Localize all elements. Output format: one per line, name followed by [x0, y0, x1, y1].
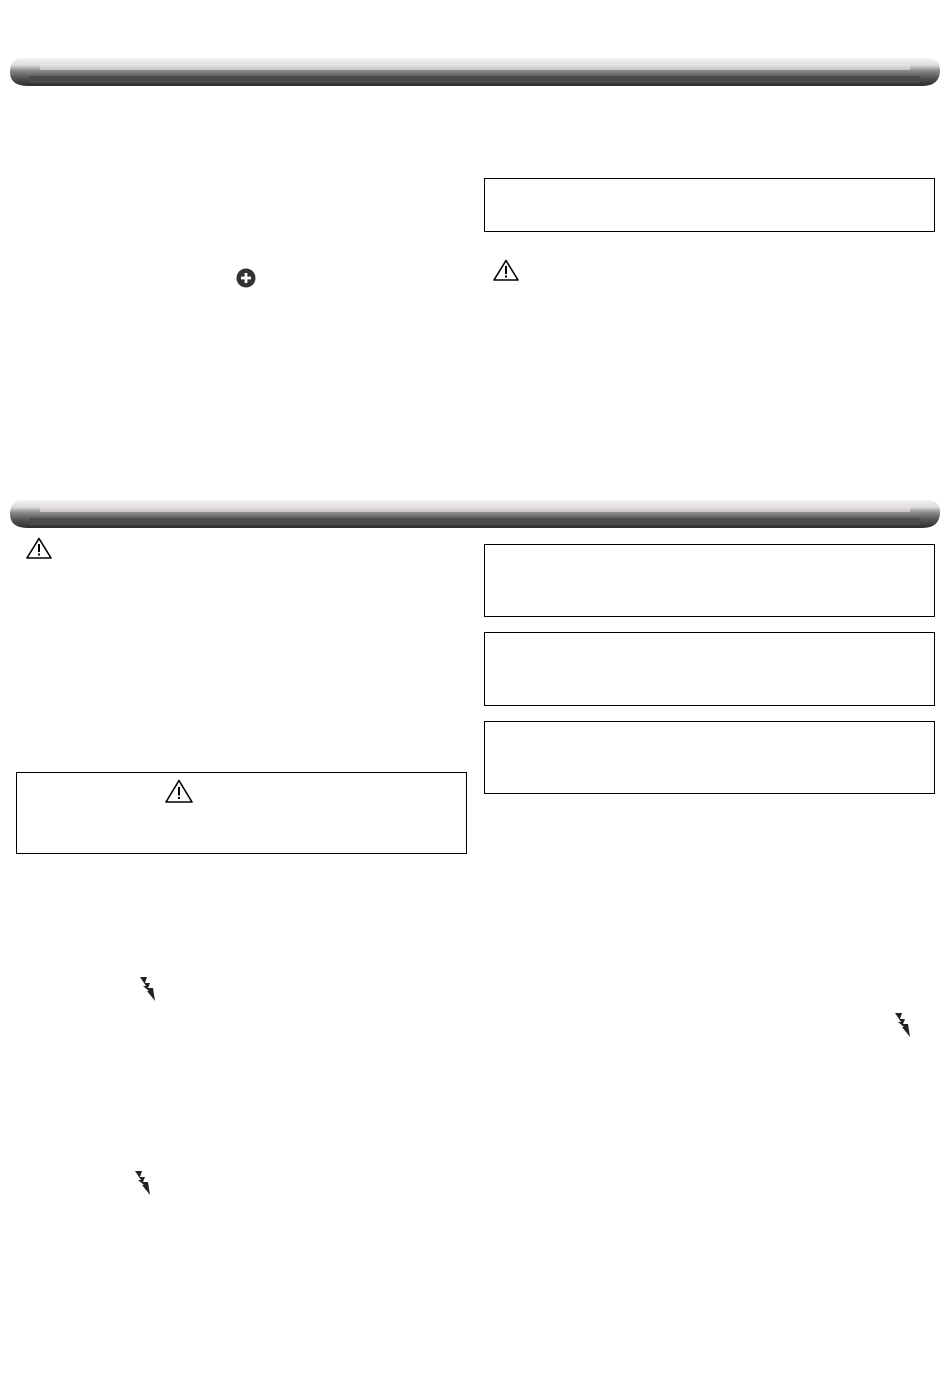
caution-box-left: [16, 772, 467, 854]
warning-icon: [165, 779, 193, 803]
lightning-icon: [137, 976, 157, 1002]
section-header-bar-2: [10, 498, 940, 530]
note-box-top-right: [484, 178, 935, 232]
lightning-icon: [892, 1012, 912, 1038]
section-header-bar-1: [10, 56, 940, 88]
note-box-right-1: [484, 544, 935, 617]
note-box-right-3: [484, 721, 935, 794]
plus-circle-icon: [236, 268, 256, 288]
warning-icon: [493, 259, 519, 281]
note-box-right-2: [484, 632, 935, 706]
warning-icon: [26, 537, 52, 559]
lightning-icon: [132, 1170, 152, 1196]
